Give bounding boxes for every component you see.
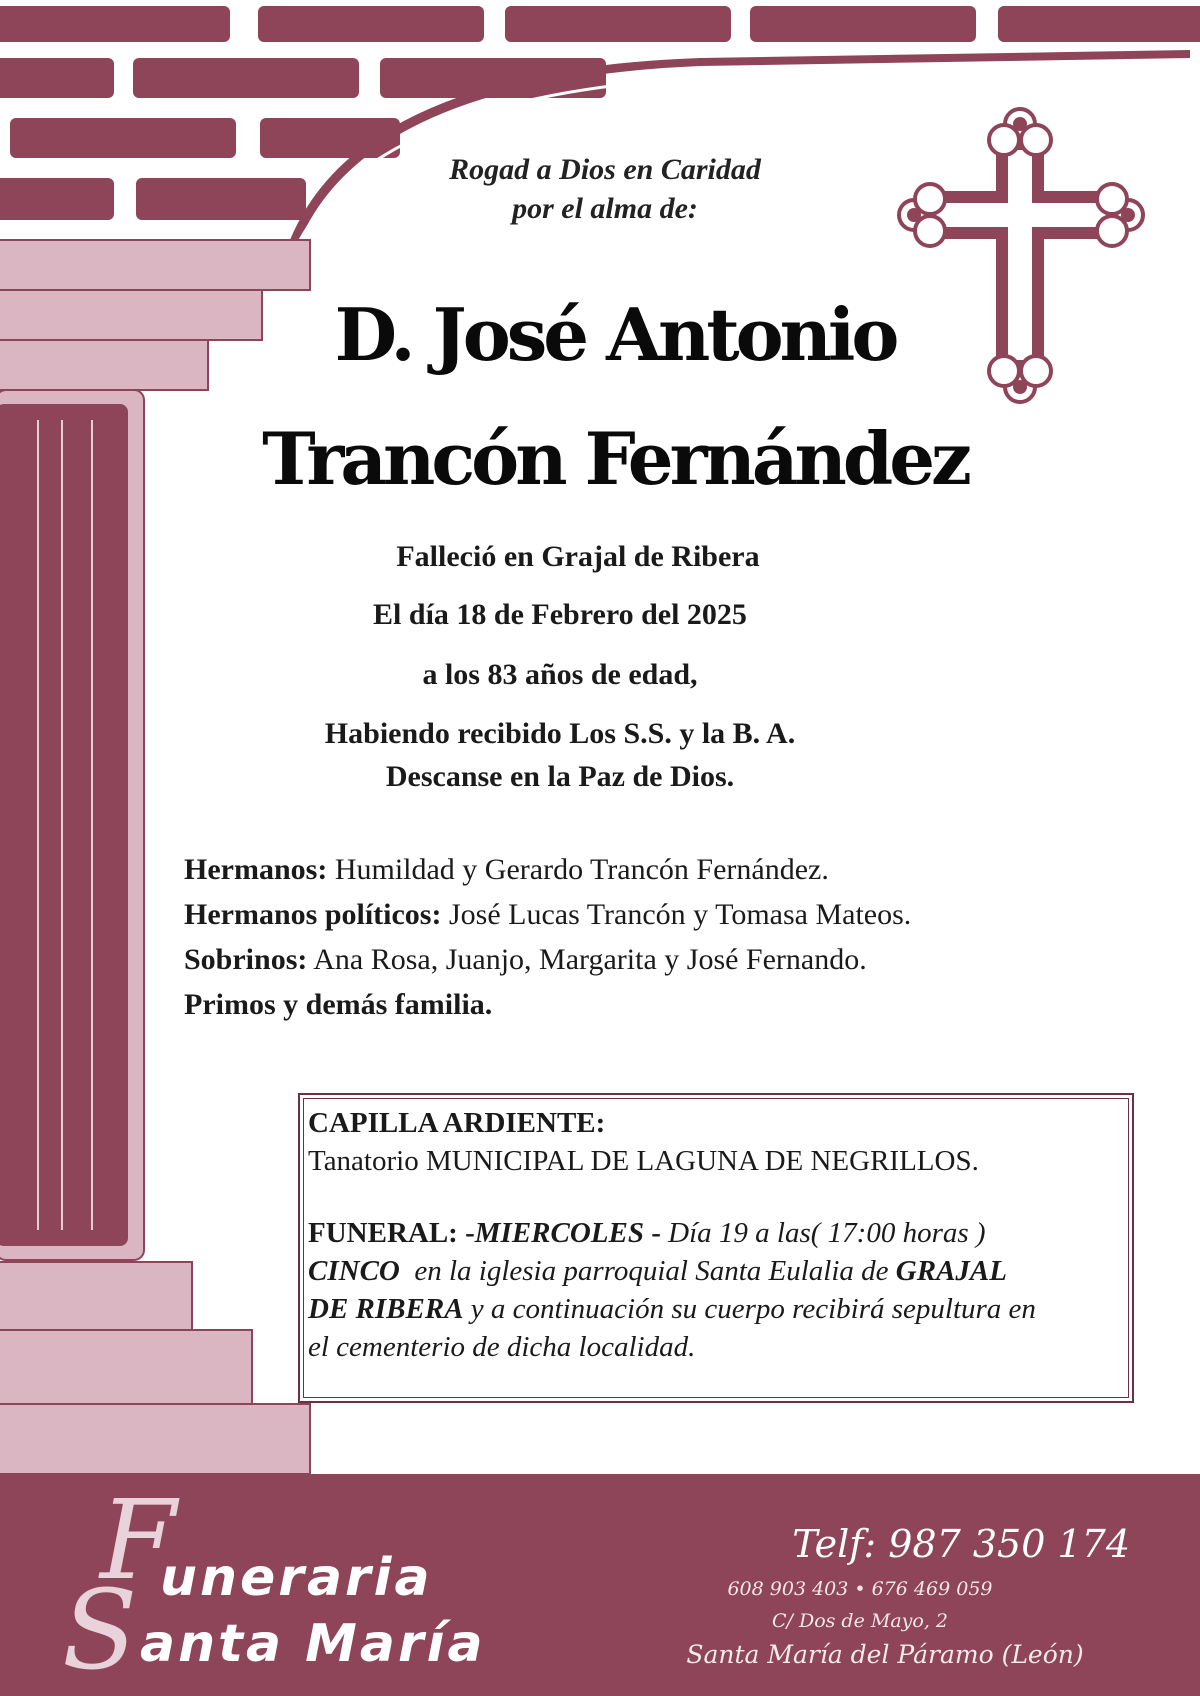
chapel-section — [308, 1104, 1128, 1180]
funeral-time: Día 19 a las( 17:00 horas ) — [668, 1217, 986, 1249]
town-address: Santa María del Páramo (León) — [686, 1640, 1084, 1669]
phone-number: Telf: 987 350 174 — [792, 1522, 1130, 1566]
nephews-names: Ana Rosa, Juanjo, Margarita y José Fernando. — [313, 943, 867, 976]
siblings-row — [184, 847, 1144, 892]
funeral-label: FUNERAL: — [308, 1217, 458, 1249]
siblings-names: Humildad y Gerardo Trancón Fernández. — [334, 853, 829, 886]
mobile-numbers: 608 903 403 • 676 469 059 — [727, 1578, 993, 1600]
chapel-location: Tanatorio MUNICIPAL DE LAGUNA DE NEGRILLOS. — [308, 1145, 979, 1177]
funeral-church: en la iglesia parroquial Santa Eulalia de — [414, 1255, 889, 1287]
funeral-cemetery: el cementerio de dicha localidad. — [308, 1331, 696, 1363]
brand-initial-s: S — [62, 1566, 138, 1694]
column-base — [0, 1262, 310, 1474]
prayer-line-2: por el alma de: — [512, 192, 698, 225]
funeral-day: MIERCOLES — [474, 1217, 644, 1249]
deceased-name-line-2: Trancón Fernández — [262, 416, 968, 501]
death-date: El día 18 de Febrero del 2025 — [373, 598, 747, 631]
sacraments: Habiendo recibido Los S.S. y la B. A. — [324, 717, 796, 750]
nephews-row — [184, 937, 1144, 982]
funeral-cinco: CINCO — [308, 1255, 400, 1287]
funeral-town-part-1: GRAJAL — [895, 1255, 1007, 1287]
nephews-label: Sobrinos: — [184, 943, 308, 976]
others-text: Primos y demás familia. — [184, 988, 493, 1021]
brand-line-1: uneraria — [160, 1548, 433, 1608]
brand-initial-f: F — [100, 1476, 177, 1604]
siblings-label: Hermanos: — [184, 853, 328, 886]
funeral-continuation: y a continuación su cuerpo recibirá sepultura en — [470, 1293, 1036, 1325]
funeral-dash-1: - — [465, 1217, 475, 1249]
rest-in-peace: Descanse en la Paz de Dios. — [385, 760, 735, 793]
inlaws-row — [184, 892, 1144, 937]
funeral-dash-2: - — [651, 1217, 661, 1249]
age: a los 83 años de edad, — [422, 658, 698, 691]
others-row — [184, 982, 1144, 1027]
brand-line-2: anta María — [140, 1614, 486, 1674]
street-address: C/ Dos de Mayo, 2 — [771, 1610, 948, 1632]
chapel-label: CAPILLA ARDIENTE: — [308, 1107, 606, 1139]
prayer-heading — [330, 150, 880, 228]
funeral-section — [308, 1214, 1128, 1366]
death-place: Falleció en Grajal de Ribera — [396, 540, 760, 573]
column-shaft — [0, 390, 144, 1260]
inlaws-names: José Lucas Trancón y Tomasa Mateos. — [448, 898, 912, 931]
inlaws-label: Hermanos políticos: — [184, 898, 442, 931]
deceased-name-line-1: D. José Antonio — [334, 292, 896, 377]
prayer-line-1: Rogad a Dios en Caridad — [449, 153, 761, 186]
funeral-town-part-2: DE RIBERA — [308, 1293, 464, 1325]
family-list — [184, 847, 1144, 1027]
